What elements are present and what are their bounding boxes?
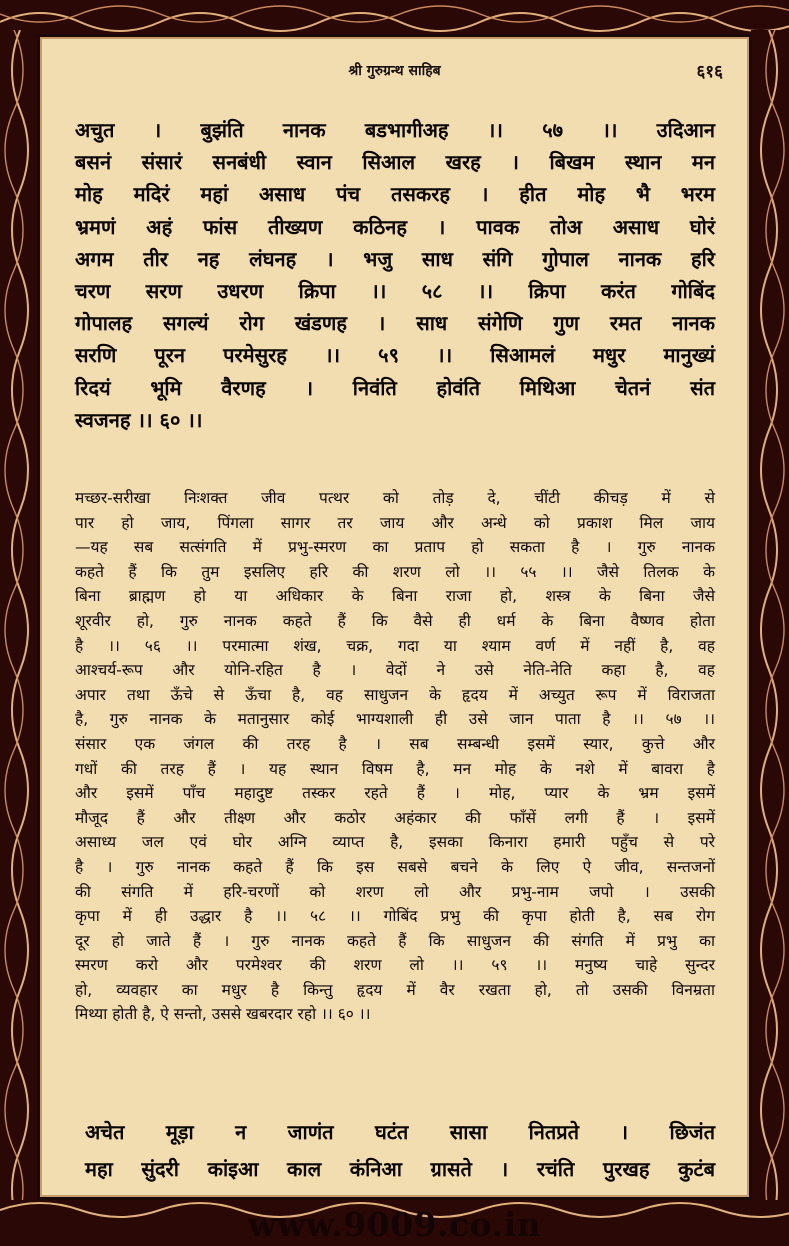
- gurbani-line: अचेत मूड़ा न जाणंत घटंत सासा नितप्रते । छिजंत: [85, 1120, 715, 1144]
- page-number: ६१६: [696, 62, 723, 82]
- gurbani-line: बसनं संसारं सनबंधी स्वान सिआल खरह । बिखम स्थान मन: [75, 150, 715, 175]
- gurbani-line: महा सुंदरी कांइआ काल कंनिआ ग्रासते । रचंति पुरखह कुटंब: [85, 1157, 715, 1181]
- left-ornament-border: [0, 30, 38, 1210]
- gurbani-line: गोपालह सगल्यं रोग खंडणह । साध संगेणि गुण रमत नानक: [75, 311, 715, 336]
- translation-line: दूर हो जाते हैं । गुरु नानक कहते हैं कि साधुजन की संगति में प्रभु का: [75, 931, 715, 950]
- translation-line: है । गुरु नानक कहते हैं कि इस सबसे बचने के लिए ऐ जीव, सन्तजनों: [75, 857, 715, 876]
- translation-line: —यह सब सत्संगति में प्रभु-स्मरण का प्रताप हो सकता है । गुरु नानक: [75, 538, 715, 557]
- hindi-translation: [75, 486, 715, 1027]
- right-ornament-border: [751, 30, 789, 1210]
- page-content: [37, 34, 752, 1200]
- translation-line: कहते हैं कि तुम इसलिए हरि की शरण लो ।। ५५ ।। जैसे तिलक के: [75, 562, 715, 581]
- translation-line: स्मरण करो और परमेश्वर की शरण लो ।। ५९ ।। मनुष्य चाहे सुन्दर: [75, 956, 715, 975]
- translation-line: मिथ्या होती है, ऐ सन्तो, उससे खबरदार रहो ।। ६० ।।: [75, 1005, 371, 1024]
- gurbani-verses: [75, 114, 715, 436]
- translation-line: है ।। ५६ ।। परमात्मा शंख, चक्र, गदा या श्याम वर्ण में नहीं है, वह: [75, 636, 715, 655]
- translation-line: असाध्य जल एवं घोर अग्नि व्याप्त है, इसका किनारा हमारी पहुँच से परे: [75, 833, 715, 852]
- translation-line: की संगति में हरि-चरणों को शरण लो और प्रभु-नाम जपो । उसकी: [75, 882, 715, 901]
- gurbani-line: सरणि पूरन परमेसुरह ।। ५९ ।। सिआमलं मधुर मानुख्यं: [75, 343, 715, 368]
- gurbani-verses-continued: [85, 1114, 715, 1188]
- translation-line: कृपा में ही उद्धार है ।। ५८ ।। गोबिंद प्रभु की कृपा होती है, सब रोग: [75, 907, 715, 926]
- gurbani-line: चरण सरण उधरण क्रिपा ।। ५८ ।। क्रिपा करंत गोबिंद: [75, 278, 715, 303]
- translation-line: बिना ब्राह्मण हो या अधिकार के बिना राजा हो, शस्त्र के बिना जैसे: [75, 587, 715, 606]
- translation-line: मच्छर-सरीखा निःशक्त जीव पत्थर को तोड़ दे, चींटी कीचड़ में से: [75, 489, 715, 507]
- translation-line: मौजूद हैं और तीक्ष्ण और कठोर अहंकार की फाँसें लगी हैं । इसमें: [75, 808, 715, 827]
- translation-line: अपार तथा ऊँचे से ऊँचा है, वह साधुजन के हृदय में अच्युत रूप में विराजता: [75, 685, 715, 704]
- translation-line: और इसमें पाँच महादुष्ट तस्कर रहते हैं । मोह, प्यार के भ्रम इसमें: [75, 784, 715, 803]
- website-watermark: www.9009.co.in: [247, 1205, 542, 1244]
- gurbani-line: रिदयं भूमि वैरणह । निवंति होवंति मिथिआ चेतनं संत: [75, 375, 715, 400]
- gurbani-line: अगम तीर नह लंघनह । भजु साध संगि गुोपाल नानक हरि: [75, 246, 715, 271]
- translation-line: हो, व्यवहार का मधुर है किन्तु हृदय में वैर रखता हो, तो उसकी विनम्रता: [75, 980, 715, 999]
- top-ornament-border: [0, 0, 789, 34]
- translation-line: आश्चर्य-रूप और योनि-रहित है । वेदों ने उसे नेति-नेति कहा है, वह: [75, 661, 715, 680]
- page-title: श्री गुरुग्रन्थ साहिब: [348, 63, 441, 79]
- gurbani-line: मोह मदिरं महां असाध पंच तसकरह । हीत मोह भै भरम: [75, 182, 715, 207]
- gurbani-line: भ्रमणं अहं फांस तीख्यण कठिनह । पावक तोअ असाध घोरं: [75, 214, 715, 239]
- gurbani-line: स्वजनह ।। ६० ।।: [75, 407, 203, 432]
- translation-line: पार हो जाय, पिंगला सागर तर जाय और अन्धे को प्रकाश मिल जाय: [75, 513, 715, 532]
- translation-line: है, गुरु नानक के मतानुसार कोई भाग्यशाली ही उसे जान पाता है ।। ५७ ।।: [75, 710, 715, 729]
- gurbani-line: अचुत । बुझंति नानक बडभागीअह ।। ५७ ।। उदिआन: [75, 118, 715, 142]
- translation-line: शूरवीर हो, गुरु नानक कहते हैं कि वैसे ही धर्म के बिना वैष्णव होता: [75, 611, 715, 630]
- translation-line: गधों की तरह हैं । यह स्थान विषम है, मन मोह के नशे में बावरा है: [75, 759, 715, 778]
- translation-line: संसार एक जंगल की तरह है । सब सम्बन्धी इसमें स्यार, कुत्ते और: [75, 734, 715, 753]
